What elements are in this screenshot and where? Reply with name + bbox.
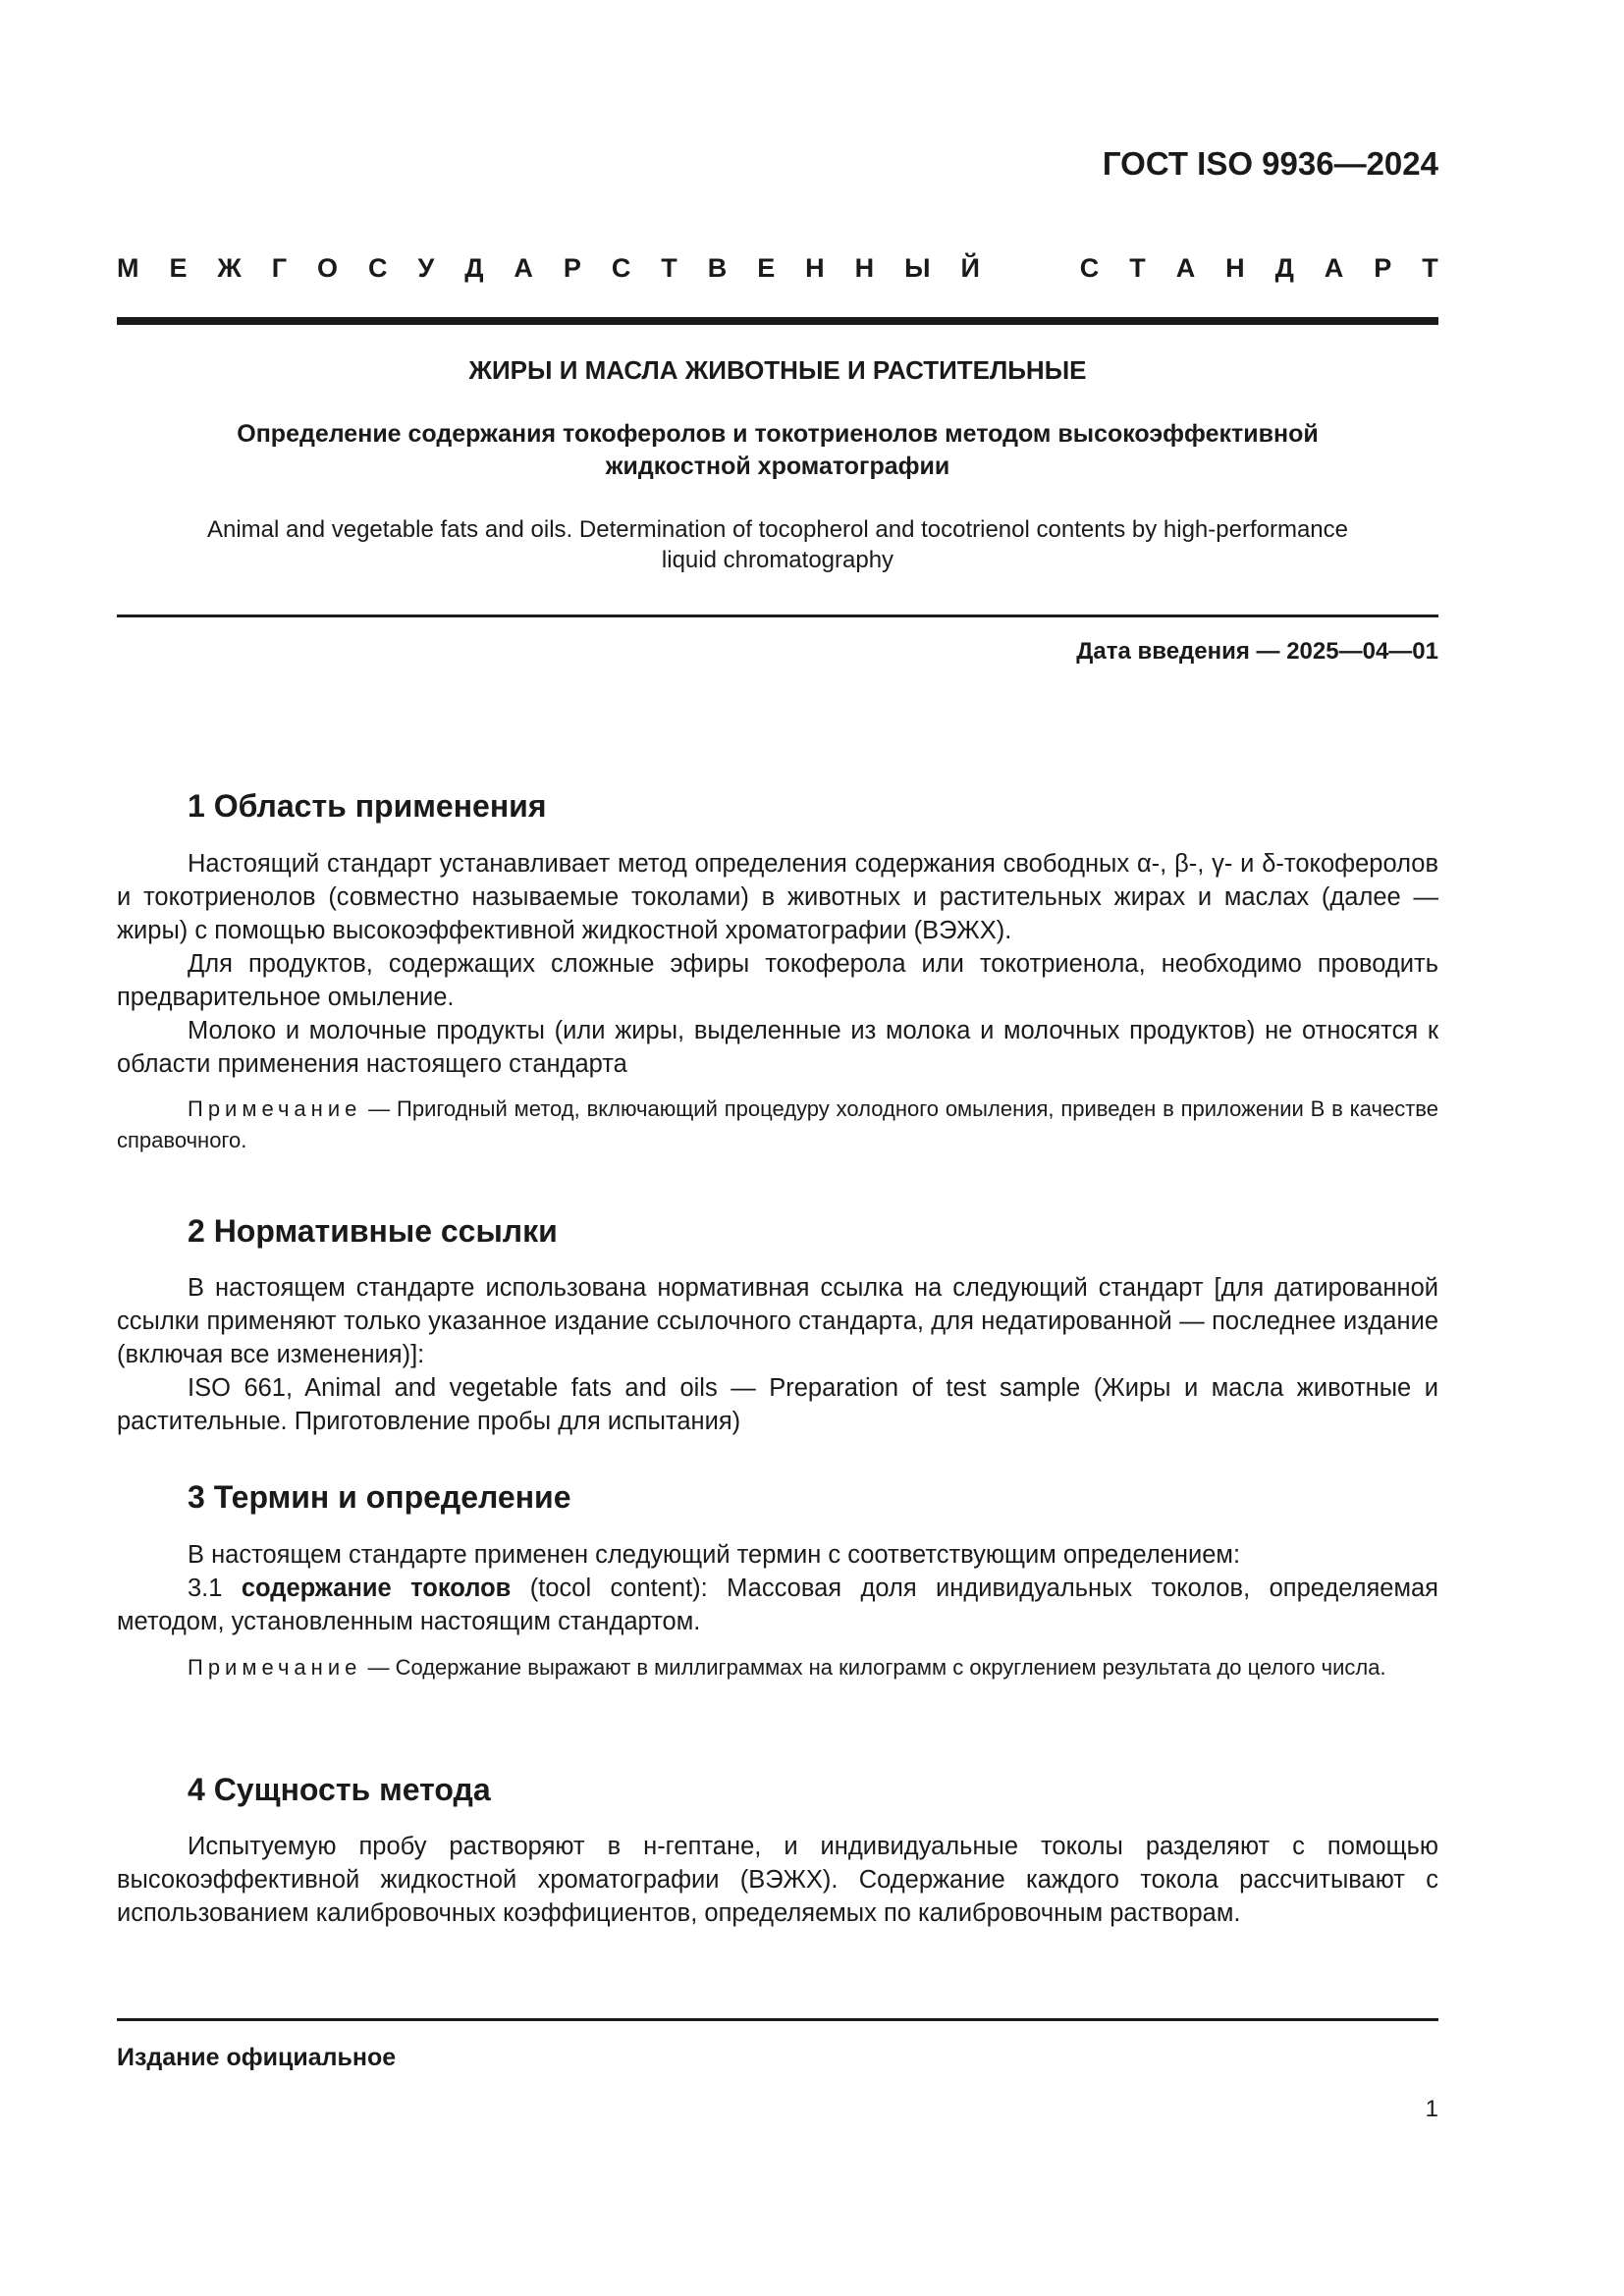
term-number: 3.1 xyxy=(188,1575,242,1602)
term-definition xyxy=(117,1572,1438,1638)
banner-letter: С xyxy=(1079,253,1100,283)
section-1-paragraph-3: Молоко и молочные продукты (или жиры, выделенные из молока и молочных продуктов) не относятся к области применения настоящего стандарта xyxy=(117,1017,1438,1078)
banner-letter: У xyxy=(417,253,435,283)
banner-letter: Т xyxy=(661,253,677,283)
section-4-heading: 4 Сущность метода xyxy=(188,1772,491,1807)
banner-letter: Ы xyxy=(904,253,931,283)
banner-word-gap xyxy=(1010,253,1050,284)
term-description: (tocol content): Массовая доля индивидуальных токолов, определяемая методом, установленным настоящим стандартом. xyxy=(117,1575,1438,1635)
subtitle-line-2: жидкостной хроматографии xyxy=(605,453,950,480)
banner-letter: Д xyxy=(1274,253,1294,283)
section-1-note xyxy=(117,1094,1438,1156)
note-label: Примечание xyxy=(188,1655,362,1680)
banner-letter: С xyxy=(611,253,631,283)
banner-letter: Д xyxy=(464,253,484,283)
banner-letter: А xyxy=(1324,253,1344,283)
section-3-heading: 3 Термин и определение xyxy=(188,1479,571,1515)
official-edition-label: Издание официальное xyxy=(117,2044,397,2071)
banner-letter: А xyxy=(1175,253,1196,283)
section-1-paragraph-1: Настоящий стандарт устанавливает метод определения содержания свободных α-, β-, γ- и δ-токоферолов и токотриенолов (совместно называемые токолами) в животных и растительных жирах и маслах (далее — жиры) с помощью высокоэффективной жидкостной хроматографии (ВЭЖХ). xyxy=(117,850,1438,944)
section-4-paragraph-1: Испытуемую пробу растворяют в н-гептане, и индивидуальные токолы разделяют с помощью высокоэффективной жидкостной хроматографии (ВЭЖХ). Содержание каждого токола рассчитывают с использованием калибровочных коэффициентов, определяемых по калибровочным растворам. xyxy=(117,1833,1438,1927)
introduction-date: Дата введения — 2025—04—01 xyxy=(1076,638,1438,665)
section-1-paragraph-2: Для продуктов, содержащих сложные эфиры токоферола или токотриенола, необходимо проводить предварительное омыление. xyxy=(117,950,1438,1011)
document-subtitle xyxy=(117,418,1438,483)
english-title xyxy=(117,514,1438,575)
english-title-line-1: Animal and vegetable fats and oils. Determination of tocopherol and tocotrienol contents by high-performance xyxy=(206,516,1349,543)
note-label: Примечание xyxy=(188,1096,362,1121)
standard-type-banner xyxy=(117,253,1438,284)
section-2-paragraph-2: ISO 661, Animal and vegetable fats and oils — Preparation of test sample (Жиры и масла животные и растительные. Приготовление пробы для испытания) xyxy=(117,1374,1438,1435)
section-2-paragraph-1: В настоящем стандарте использована нормативная ссылка на следующий стандарт [для датированной ссылки применяют только указанное издание ссылочного стандарта, для недатированной — последнее издание (включая все изменения)]: xyxy=(117,1274,1438,1368)
title-rule xyxy=(117,614,1438,617)
banner-letter: Г xyxy=(271,253,288,283)
banner-letter: Т xyxy=(1129,253,1146,283)
document-title: ЖИРЫ И МАСЛА ЖИВОТНЫЕ И РАСТИТЕЛЬНЫЕ xyxy=(468,355,1087,385)
banner-letter: Ж xyxy=(217,253,242,283)
banner-letter: С xyxy=(368,253,388,283)
banner-letter: М xyxy=(117,253,139,283)
banner-letter: Е xyxy=(169,253,188,283)
section-2-heading: 2 Нормативные ссылки xyxy=(188,1213,558,1249)
footer-rule xyxy=(117,2018,1438,2021)
banner-letter: Т xyxy=(1422,253,1438,283)
english-title-line-2: liquid chromatography xyxy=(661,547,894,573)
banner-letter: Р xyxy=(1374,253,1392,283)
banner-letter: Р xyxy=(563,253,581,283)
section-3-paragraph-1: В настоящем стандарте применен следующий термин с соответствующим определением: xyxy=(188,1541,1241,1569)
banner-letter: Н xyxy=(805,253,825,283)
banner-letter: А xyxy=(514,253,533,283)
note-text: — Пригодный метод, включающий процедуру холодного омыления, приведен в приложении В в качестве справочного. xyxy=(117,1096,1438,1152)
banner-letter: Й xyxy=(960,253,980,283)
banner-letter: О xyxy=(317,253,339,283)
page-number: 1 xyxy=(1425,2096,1438,2122)
section-3-note xyxy=(117,1652,1438,1683)
note-text: — Содержание выражают в миллиграммах на килограмм с округлением результата до целого числа. xyxy=(361,1655,1386,1680)
header-rule xyxy=(117,317,1438,325)
banner-letter: В xyxy=(707,253,728,283)
banner-letter: Н xyxy=(1225,253,1245,283)
term-name: содержание токолов xyxy=(241,1575,512,1602)
banner-letter: Н xyxy=(854,253,875,283)
standard-code: ГОСТ ISO 9936—2024 xyxy=(1102,145,1438,182)
banner-letter: Е xyxy=(757,253,776,283)
section-1-heading: 1 Область применения xyxy=(188,788,547,824)
subtitle-line-1: Определение содержания токоферолов и токотриенолов методом высокоэффективной xyxy=(237,420,1319,448)
